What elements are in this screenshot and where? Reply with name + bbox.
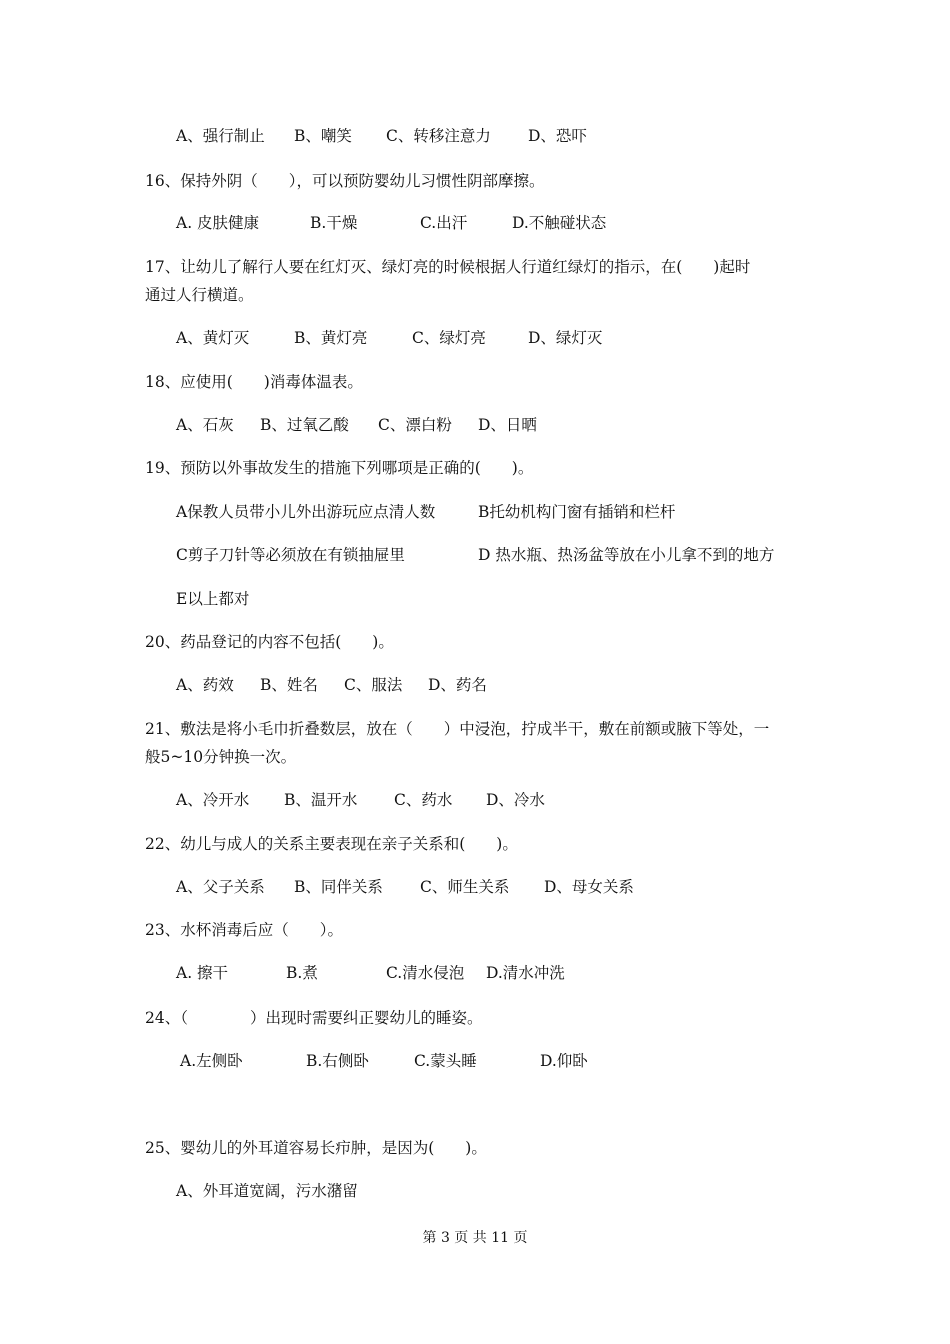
q17-option-b: B、黄灯亮	[294, 329, 368, 347]
q23-text: 23、水杯消毒后应（ ）。	[145, 921, 343, 939]
q16-option-b: B.干燥	[310, 214, 358, 232]
q18-option-a: A、石灰	[176, 416, 234, 434]
q21-option-c: C、药水	[394, 791, 453, 809]
q24-option-a: A.左侧卧	[180, 1052, 243, 1070]
q24-text: 24、（ ）出现时需要纠正婴幼儿的睡姿。	[145, 1009, 483, 1027]
q23-option-a: A. 擦干	[176, 964, 229, 982]
q20-text: 20、药品登记的内容不包括( )。	[145, 633, 394, 651]
q17-option-d: D、绿灯灭	[528, 329, 603, 347]
q22-option-c: C、师生关系	[420, 878, 510, 896]
q25-text: 25、婴幼儿的外耳道容易长疖肿，是因为( )。	[145, 1139, 487, 1157]
q20-option-c: C、服法	[344, 676, 403, 694]
page-number: 第 3 页 共 11 页	[422, 1230, 528, 1246]
q25-option-a: A、外耳道宽阔，污水潴留	[176, 1182, 358, 1200]
q16-option-d: D.不触碰状态	[512, 214, 607, 232]
q21-text-line1: 21、敷法是将小毛巾折叠数层，放在（ ）中浸泡，拧成半干，敷在前额或腋下等处，一	[145, 720, 770, 738]
q18-option-d: D、日晒	[478, 416, 537, 434]
q21-option-b: B、温开水	[284, 791, 358, 809]
q20-option-b: B、姓名	[260, 676, 318, 694]
q16-text: 16、保持外阴（ ），可以预防婴幼儿习惯性阴部摩擦。	[145, 172, 545, 190]
q17-option-a: A、黄灯灭	[176, 329, 250, 347]
q17-option-c: C、绿灯亮	[412, 329, 486, 347]
q16-option-c: C.出汗	[420, 214, 468, 232]
q23-option-d: D.清水冲洗	[486, 964, 565, 982]
q17-text-line1: 17、让幼儿了解行人要在红灯灭、绿灯亮的时候根据人行道红绿灯的指示，在( )起时	[145, 258, 751, 276]
q15-option-b: B、嘲笑	[294, 127, 352, 145]
q19-option-d: D 热水瓶、热汤盆等放在小儿拿不到的地方	[478, 546, 775, 564]
q19-option-a: A保教人员带小儿外出游玩应点清人数	[176, 503, 436, 521]
q22-option-a: A、父子关系	[176, 878, 265, 896]
q19-option-b: B托幼机构门窗有插销和栏杆	[478, 503, 676, 521]
q21-option-d: D、冷水	[486, 791, 545, 809]
q21-text-line2: 般5~10分钟换一次。	[145, 748, 297, 766]
q24-option-d: D.仰卧	[540, 1052, 588, 1070]
q19-text: 19、预防以外事故发生的措施下列哪项是正确的( )。	[145, 459, 534, 477]
q23-option-c: C.清水侵泡	[386, 964, 465, 982]
q21-option-a: A、冷开水	[176, 791, 250, 809]
q15-option-c: C、转移注意力	[386, 127, 491, 145]
q20-option-a: A、药效	[176, 676, 234, 694]
q22-option-b: B、同伴关系	[294, 878, 383, 896]
q22-option-d: D、母女关系	[544, 878, 634, 896]
q24-option-b: B.右侧卧	[306, 1052, 369, 1070]
q15-option-a: A、强行制止	[176, 127, 265, 145]
q15-option-d: D、恐吓	[528, 127, 587, 145]
q24-option-c: C.蒙头睡	[414, 1052, 477, 1070]
q20-option-d: D、药名	[428, 676, 487, 694]
q19-option-e: E以上都对	[176, 590, 250, 608]
q23-option-b: B.煮	[286, 964, 318, 982]
q18-text: 18、应使用( )消毒体温表。	[145, 373, 363, 391]
q16-option-a: A. 皮肤健康	[176, 214, 260, 232]
q18-option-c: C、漂白粉	[378, 416, 452, 434]
q17-text-line2: 通过人行横道。	[145, 286, 254, 304]
q18-option-b: B、过氧乙酸	[260, 416, 349, 434]
q22-text: 22、幼儿与成人的关系主要表现在亲子关系和( )。	[145, 835, 518, 853]
q19-option-c: C剪子刀针等必须放在有锁抽屉里	[176, 546, 405, 564]
